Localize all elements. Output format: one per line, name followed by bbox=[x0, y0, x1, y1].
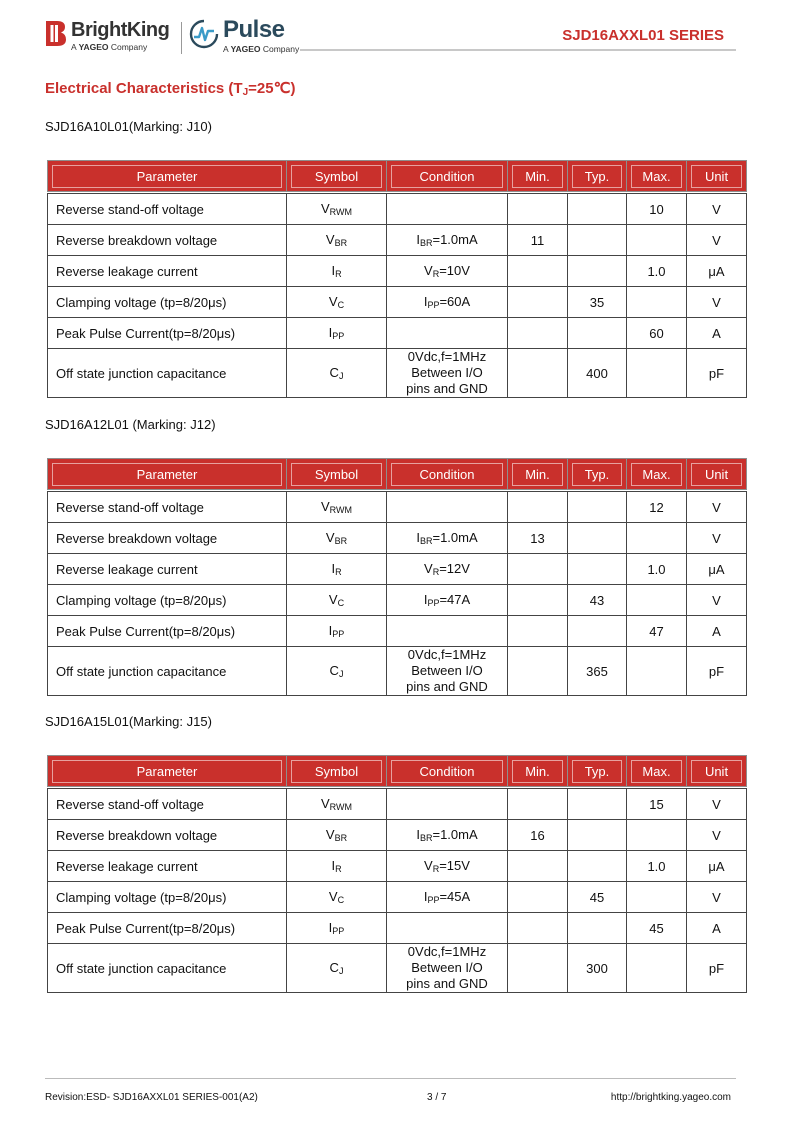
condition-line: Between I/O bbox=[411, 365, 483, 380]
symbol-subscript: C bbox=[337, 300, 345, 310]
pulse-name: Pulse bbox=[223, 16, 285, 43]
parameter-cell: Reverse stand-off voltage bbox=[48, 492, 287, 523]
max-cell bbox=[627, 944, 687, 993]
unit-cell: V bbox=[687, 820, 747, 851]
typ-cell bbox=[568, 789, 627, 820]
column-header-label: Typ. bbox=[572, 165, 622, 188]
column-header-label: Unit bbox=[691, 165, 742, 188]
symbol-cell bbox=[287, 287, 387, 318]
condition-subscript: PP bbox=[427, 300, 440, 310]
footer-revision: Revision:ESD- SJD16AXXL01 SERIES-001(A2) bbox=[45, 1092, 258, 1103]
unit-cell: μA bbox=[687, 851, 747, 882]
parameter-cell: Off state junction capacitance bbox=[48, 647, 287, 696]
condition-cell bbox=[387, 349, 508, 398]
max-cell: 1.0 bbox=[627, 256, 687, 287]
max-cell bbox=[627, 647, 687, 696]
symbol-cell bbox=[287, 789, 387, 820]
max-cell bbox=[627, 523, 687, 554]
column-header-label: Unit bbox=[691, 760, 742, 783]
table-header-row bbox=[48, 459, 747, 490]
parameter-cell: Reverse stand-off voltage bbox=[48, 789, 287, 820]
column-header bbox=[627, 459, 687, 490]
condition-line: pins and GND bbox=[406, 976, 488, 991]
column-header bbox=[48, 756, 287, 787]
condition-cell bbox=[387, 256, 508, 287]
table-header-row bbox=[48, 756, 747, 787]
parameter-cell: Off state junction capacitance bbox=[48, 944, 287, 993]
table-row bbox=[48, 820, 747, 851]
column-header bbox=[387, 459, 508, 490]
symbol-subscript: RWM bbox=[329, 802, 352, 812]
max-cell bbox=[627, 349, 687, 398]
symbol-text: I bbox=[331, 263, 336, 278]
max-cell bbox=[627, 225, 687, 256]
typ-cell bbox=[568, 492, 627, 523]
min-cell bbox=[508, 789, 568, 820]
parameter-cell: Reverse stand-off voltage bbox=[48, 194, 287, 225]
unit-cell: μA bbox=[687, 554, 747, 585]
condition-value: =60A bbox=[439, 294, 471, 309]
symbol-text: C bbox=[329, 365, 339, 380]
symbol-cell bbox=[287, 523, 387, 554]
symbol-text: V bbox=[328, 294, 338, 309]
unit-cell: V bbox=[687, 194, 747, 225]
typ-cell bbox=[568, 851, 627, 882]
min-cell bbox=[508, 256, 568, 287]
condition-text: V bbox=[424, 561, 433, 576]
symbol-cell bbox=[287, 194, 387, 225]
symbol-text: C bbox=[329, 960, 339, 975]
condition-line: pins and GND bbox=[406, 381, 488, 396]
condition-text: I bbox=[423, 889, 428, 904]
parameter-cell: Off state junction capacitance bbox=[48, 349, 287, 398]
column-header bbox=[627, 756, 687, 787]
min-cell bbox=[508, 554, 568, 585]
unit-cell: V bbox=[687, 882, 747, 913]
min-cell: 16 bbox=[508, 820, 568, 851]
table-row bbox=[48, 318, 747, 349]
condition-cell bbox=[387, 820, 508, 851]
column-header-label: Symbol bbox=[291, 165, 382, 188]
symbol-text: V bbox=[325, 530, 335, 545]
symbol-text: V bbox=[328, 889, 338, 904]
condition-cell bbox=[387, 225, 508, 256]
symbol-cell bbox=[287, 882, 387, 913]
unit-cell: V bbox=[687, 585, 747, 616]
symbol-subscript: PP bbox=[332, 629, 345, 639]
header-rule bbox=[300, 49, 736, 51]
spec-table bbox=[47, 458, 747, 696]
symbol-subscript: BR bbox=[334, 536, 348, 546]
symbol-subscript: R bbox=[335, 269, 342, 279]
symbol-text: C bbox=[329, 663, 339, 678]
max-cell: 15 bbox=[627, 789, 687, 820]
condition-cell bbox=[387, 616, 508, 647]
column-header bbox=[568, 756, 627, 787]
unit-cell: V bbox=[687, 225, 747, 256]
brightking-logo bbox=[45, 20, 169, 52]
column-header bbox=[687, 756, 747, 787]
condition-value: =12V bbox=[439, 561, 470, 576]
table-row bbox=[48, 616, 747, 647]
symbol-cell bbox=[287, 944, 387, 993]
condition-subscript: BR bbox=[419, 833, 433, 843]
parameter-cell: Reverse breakdown voltage bbox=[48, 225, 287, 256]
table-header-row bbox=[48, 161, 747, 192]
parameter-cell: Clamping voltage (tp=8/20μs) bbox=[48, 882, 287, 913]
symbol-cell bbox=[287, 913, 387, 944]
unit-cell: V bbox=[687, 287, 747, 318]
block-label: SJD16A10L01(Marking: J10) bbox=[45, 119, 212, 134]
symbol-subscript: BR bbox=[334, 238, 348, 248]
footer-page-number: 3 / 7 bbox=[427, 1092, 447, 1103]
symbol-subscript: BR bbox=[334, 833, 348, 843]
symbol-text: V bbox=[320, 796, 330, 811]
column-header-label: Min. bbox=[512, 760, 563, 783]
max-cell bbox=[627, 820, 687, 851]
symbol-text: V bbox=[325, 232, 335, 247]
parameter-cell: Peak Pulse Current(tp=8/20μs) bbox=[48, 318, 287, 349]
condition-text: I bbox=[416, 232, 420, 247]
symbol-subscript: R bbox=[335, 864, 342, 874]
min-cell bbox=[508, 318, 568, 349]
condition-subscript: BR bbox=[419, 536, 433, 546]
series-title: SJD16AXXL01 SERIES bbox=[562, 27, 724, 44]
symbol-text: V bbox=[320, 201, 330, 216]
symbol-subscript: J bbox=[338, 966, 344, 976]
column-header-label: Max. bbox=[631, 760, 682, 783]
typ-cell bbox=[568, 554, 627, 585]
max-cell: 1.0 bbox=[627, 851, 687, 882]
typ-cell bbox=[568, 225, 627, 256]
typ-cell bbox=[568, 820, 627, 851]
symbol-text: I bbox=[328, 920, 333, 935]
parameter-cell: Reverse leakage current bbox=[48, 851, 287, 882]
condition-cell bbox=[387, 851, 508, 882]
typ-cell bbox=[568, 318, 627, 349]
parameter-cell: Reverse breakdown voltage bbox=[48, 523, 287, 554]
table-row bbox=[48, 287, 747, 318]
min-cell: 13 bbox=[508, 523, 568, 554]
max-cell: 10 bbox=[627, 194, 687, 225]
column-header bbox=[687, 161, 747, 192]
parameter-cell: Clamping voltage (tp=8/20μs) bbox=[48, 585, 287, 616]
symbol-subscript: C bbox=[337, 895, 345, 905]
min-cell bbox=[508, 287, 568, 318]
min-cell bbox=[508, 349, 568, 398]
unit-cell: V bbox=[687, 492, 747, 523]
symbol-cell bbox=[287, 256, 387, 287]
symbol-text: I bbox=[331, 561, 336, 576]
table-row bbox=[48, 492, 747, 523]
symbol-cell bbox=[287, 492, 387, 523]
symbol-subscript: RWM bbox=[329, 207, 352, 217]
condition-value: =15V bbox=[439, 858, 470, 873]
condition-value: =10V bbox=[439, 263, 470, 278]
max-cell: 47 bbox=[627, 616, 687, 647]
min-cell bbox=[508, 647, 568, 696]
condition-subscript: PP bbox=[427, 598, 440, 608]
unit-cell: A bbox=[687, 616, 747, 647]
page-header bbox=[0, 0, 794, 60]
typ-cell: 400 bbox=[568, 349, 627, 398]
logo-divider bbox=[181, 22, 182, 54]
condition-cell bbox=[387, 789, 508, 820]
column-header-label: Symbol bbox=[291, 463, 382, 486]
typ-cell bbox=[568, 913, 627, 944]
unit-cell: pF bbox=[687, 349, 747, 398]
column-header bbox=[568, 161, 627, 192]
column-header bbox=[687, 459, 747, 490]
column-header bbox=[627, 161, 687, 192]
column-header bbox=[48, 459, 287, 490]
condition-line: 0Vdc,f=1MHz bbox=[407, 944, 487, 959]
symbol-subscript: R bbox=[335, 567, 342, 577]
table-row bbox=[48, 256, 747, 287]
parameter-cell: Reverse leakage current bbox=[48, 256, 287, 287]
typ-cell bbox=[568, 256, 627, 287]
table-row bbox=[48, 585, 747, 616]
table-row bbox=[48, 851, 747, 882]
table-row bbox=[48, 554, 747, 585]
spec-table bbox=[47, 755, 747, 993]
condition-cell bbox=[387, 647, 508, 696]
parameter-cell: Clamping voltage (tp=8/20μs) bbox=[48, 287, 287, 318]
block-label: SJD16A15L01(Marking: J15) bbox=[45, 714, 212, 729]
symbol-text: I bbox=[328, 325, 333, 340]
symbol-cell bbox=[287, 318, 387, 349]
condition-cell bbox=[387, 194, 508, 225]
unit-cell: μA bbox=[687, 256, 747, 287]
column-header bbox=[508, 459, 568, 490]
column-header-label: Typ. bbox=[572, 760, 622, 783]
column-header-label: Parameter bbox=[52, 760, 282, 783]
condition-cell bbox=[387, 944, 508, 993]
condition-cell bbox=[387, 913, 508, 944]
max-cell bbox=[627, 585, 687, 616]
symbol-text: I bbox=[331, 858, 336, 873]
typ-cell bbox=[568, 616, 627, 647]
min-cell bbox=[508, 944, 568, 993]
condition-line: 0Vdc,f=1MHz bbox=[407, 647, 487, 662]
symbol-text: V bbox=[320, 499, 330, 514]
max-cell: 1.0 bbox=[627, 554, 687, 585]
condition-subscript: PP bbox=[427, 895, 440, 905]
min-cell bbox=[508, 616, 568, 647]
parameter-cell: Reverse leakage current bbox=[48, 554, 287, 585]
condition-value: =1.0mA bbox=[432, 530, 478, 545]
typ-cell: 365 bbox=[568, 647, 627, 696]
table-row bbox=[48, 225, 747, 256]
symbol-cell bbox=[287, 585, 387, 616]
condition-cell bbox=[387, 318, 508, 349]
brightking-tagline: A YAGEO Company bbox=[71, 42, 148, 52]
symbol-subscript: PP bbox=[332, 926, 345, 936]
symbol-text: V bbox=[328, 592, 338, 607]
table-row bbox=[48, 349, 747, 398]
condition-line: 0Vdc,f=1MHz bbox=[407, 349, 487, 364]
column-header-label: Min. bbox=[512, 463, 563, 486]
min-cell bbox=[508, 913, 568, 944]
symbol-subscript: RWM bbox=[329, 505, 352, 515]
column-header-label: Typ. bbox=[572, 463, 622, 486]
max-cell bbox=[627, 882, 687, 913]
max-cell bbox=[627, 287, 687, 318]
table-row bbox=[48, 523, 747, 554]
column-header-label: Unit bbox=[691, 463, 742, 486]
typ-cell bbox=[568, 523, 627, 554]
symbol-subscript: C bbox=[337, 598, 345, 608]
symbol-subscript: J bbox=[338, 371, 344, 381]
condition-subscript: BR bbox=[419, 238, 433, 248]
condition-value: =1.0mA bbox=[432, 232, 478, 247]
column-header bbox=[287, 161, 387, 192]
min-cell bbox=[508, 585, 568, 616]
block-label: SJD16A12L01 (Marking: J12) bbox=[45, 417, 216, 432]
unit-cell: A bbox=[687, 318, 747, 349]
table-row bbox=[48, 882, 747, 913]
column-header bbox=[508, 161, 568, 192]
parameter-cell: Peak Pulse Current(tp=8/20μs) bbox=[48, 616, 287, 647]
min-cell bbox=[508, 492, 568, 523]
pulse-logo-mark-icon bbox=[189, 19, 219, 49]
column-header bbox=[387, 161, 508, 192]
pulse-logo bbox=[189, 16, 300, 54]
symbol-subscript: PP bbox=[332, 331, 345, 341]
unit-cell: V bbox=[687, 789, 747, 820]
unit-cell: V bbox=[687, 523, 747, 554]
max-cell: 12 bbox=[627, 492, 687, 523]
symbol-cell bbox=[287, 616, 387, 647]
parameter-cell: Peak Pulse Current(tp=8/20μs) bbox=[48, 913, 287, 944]
condition-line: Between I/O bbox=[411, 663, 483, 678]
typ-cell bbox=[568, 194, 627, 225]
column-header bbox=[287, 459, 387, 490]
condition-value: =47A bbox=[439, 592, 471, 607]
condition-cell bbox=[387, 523, 508, 554]
column-header bbox=[568, 459, 627, 490]
brightking-logo-mark-icon bbox=[45, 20, 67, 47]
condition-cell bbox=[387, 882, 508, 913]
condition-subscript: R bbox=[432, 864, 440, 874]
table-row bbox=[48, 789, 747, 820]
symbol-subscript: J bbox=[338, 669, 344, 679]
typ-cell: 35 bbox=[568, 287, 627, 318]
table-row bbox=[48, 194, 747, 225]
min-cell bbox=[508, 851, 568, 882]
condition-cell bbox=[387, 492, 508, 523]
max-cell: 60 bbox=[627, 318, 687, 349]
column-header-label: Max. bbox=[631, 463, 682, 486]
condition-text: V bbox=[424, 263, 433, 278]
condition-text: I bbox=[416, 827, 420, 842]
column-header-label: Parameter bbox=[52, 165, 282, 188]
condition-subscript: R bbox=[432, 269, 440, 279]
condition-line: Between I/O bbox=[411, 960, 483, 975]
condition-line: pins and GND bbox=[406, 679, 488, 694]
condition-cell bbox=[387, 554, 508, 585]
typ-cell: 300 bbox=[568, 944, 627, 993]
symbol-cell bbox=[287, 851, 387, 882]
column-header bbox=[48, 161, 287, 192]
symbol-cell bbox=[287, 820, 387, 851]
brightking-name: BrightKing bbox=[71, 19, 170, 41]
symbol-cell bbox=[287, 349, 387, 398]
min-cell bbox=[508, 882, 568, 913]
min-cell: 11 bbox=[508, 225, 568, 256]
typ-cell: 43 bbox=[568, 585, 627, 616]
column-header bbox=[387, 756, 508, 787]
condition-subscript: R bbox=[432, 567, 440, 577]
symbol-text: V bbox=[325, 827, 335, 842]
column-header-label: Condition bbox=[391, 165, 503, 188]
condition-value: =1.0mA bbox=[432, 827, 478, 842]
condition-text: I bbox=[416, 530, 420, 545]
symbol-cell bbox=[287, 225, 387, 256]
footer-url: http://brightking.yageo.com bbox=[610, 1092, 731, 1103]
pulse-tagline: A YAGEO Company bbox=[223, 44, 300, 54]
symbol-cell bbox=[287, 554, 387, 585]
spec-table bbox=[47, 160, 747, 398]
condition-text: I bbox=[423, 592, 428, 607]
column-header-label: Min. bbox=[512, 165, 563, 188]
condition-text: I bbox=[423, 294, 428, 309]
column-header bbox=[508, 756, 568, 787]
column-header-label: Condition bbox=[391, 760, 503, 783]
table-row bbox=[48, 944, 747, 993]
condition-cell bbox=[387, 585, 508, 616]
footer-rule bbox=[45, 1078, 736, 1079]
condition-value: =45A bbox=[439, 889, 471, 904]
column-header bbox=[287, 756, 387, 787]
column-header-label: Parameter bbox=[52, 463, 282, 486]
condition-cell bbox=[387, 287, 508, 318]
symbol-text: I bbox=[328, 623, 333, 638]
min-cell bbox=[508, 194, 568, 225]
unit-cell: pF bbox=[687, 647, 747, 696]
max-cell: 45 bbox=[627, 913, 687, 944]
parameter-cell: Reverse breakdown voltage bbox=[48, 820, 287, 851]
unit-cell: pF bbox=[687, 944, 747, 993]
unit-cell: A bbox=[687, 913, 747, 944]
section-title: Electrical Characteristics $(T_J=25℃)$ bbox=[45, 80, 296, 98]
column-header-label: Symbol bbox=[291, 760, 382, 783]
table-row bbox=[48, 913, 747, 944]
condition-text: V bbox=[424, 858, 433, 873]
column-header-label: Max. bbox=[631, 165, 682, 188]
typ-cell: 45 bbox=[568, 882, 627, 913]
symbol-cell bbox=[287, 647, 387, 696]
column-header-label: Condition bbox=[391, 463, 503, 486]
table-row bbox=[48, 647, 747, 696]
